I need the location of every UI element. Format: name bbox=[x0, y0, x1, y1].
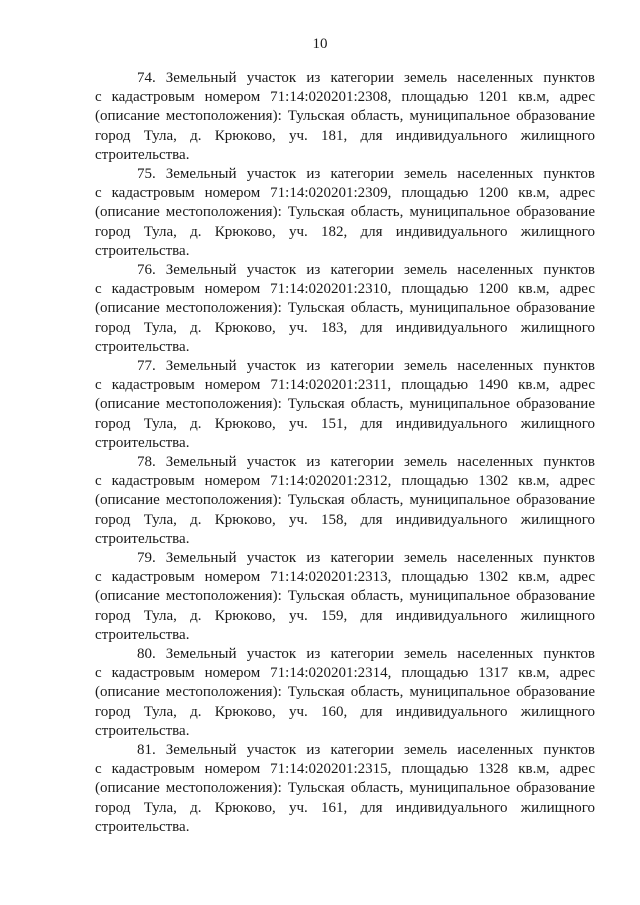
page-number: 10 bbox=[312, 36, 328, 52]
land-plot-item bbox=[95, 357, 595, 453]
item-line-4: город Тула, д. Крюково, уч. 159, для индивидуального жилищного bbox=[95, 607, 595, 624]
item-line-1 bbox=[95, 453, 595, 472]
item-line-1 bbox=[95, 741, 595, 760]
item-line-2: с кадастровым номером 71:14:020201:2312, площадью 1302 кв.м, адрес bbox=[95, 473, 595, 490]
item-line-4: город Тула, д. Крюково, уч. 161, для индивидуального жилищного bbox=[95, 799, 595, 816]
item-line-4: город Тула, д. Крюково, уч. 151, для индивидуального жилищного bbox=[95, 415, 595, 432]
item-line-5: строительства. bbox=[95, 434, 190, 451]
item-line-4: город Тула, д. Крюково, уч. 181, для индивидуального жилищного bbox=[95, 127, 595, 144]
land-plot-item bbox=[95, 741, 595, 837]
item-line-2: с кадастровым номером 71:14:020201:2309, площадью 1200 кв.м, адрес bbox=[95, 185, 595, 202]
item-text: Земельный участок из категории земель населенных пунктов bbox=[165, 454, 595, 470]
item-line-5: строительства. bbox=[95, 818, 190, 835]
item-line-1 bbox=[95, 645, 595, 664]
item-text: Земельный участок из категории земель населенных пунктов bbox=[165, 70, 595, 86]
land-plot-list bbox=[95, 69, 595, 837]
item-number: 75. bbox=[137, 166, 156, 182]
item-line-4: город Тула, д. Крюково, уч. 182, для индивидуального жилищного bbox=[95, 223, 595, 240]
item-line-3: (описание местоположения): Тульская область, муниципальное образование bbox=[95, 588, 595, 605]
item-text: Земельный участок из категории земель населенных пунктов bbox=[165, 166, 595, 182]
item-number: 77. bbox=[137, 358, 156, 374]
item-line-4: город Тула, д. Крюково, уч. 160, для индивидуального жилищного bbox=[95, 703, 595, 720]
item-line-2: с кадастровым номером 71:14:020201:2310, площадью 1200 кв.м, адрес bbox=[95, 281, 595, 298]
item-line-4: город Тула, д. Крюково, уч. 158, для индивидуального жилищного bbox=[95, 511, 595, 528]
item-number: 78. bbox=[137, 454, 156, 470]
item-number: 76. bbox=[137, 262, 156, 278]
land-plot-item bbox=[95, 549, 595, 645]
item-line-2: с кадастровым номером 71:14:020201:2314, площадью 1317 кв.м, адрес bbox=[95, 665, 595, 682]
item-text: Земельный участок из категории земель населенных пунктов bbox=[165, 262, 595, 278]
item-line-3: (описание местоположения): Тульская область, муниципальное образование bbox=[95, 108, 595, 125]
item-line-1 bbox=[95, 261, 595, 280]
item-line-2: с кадастровым номером 71:14:020201:2311, площадью 1490 кв.м, адрес bbox=[95, 377, 595, 394]
item-text: Земельный участок из категории земель населенных пунктов bbox=[165, 550, 595, 566]
item-line-3: (описание местоположения): Тульская область, муниципальное образование bbox=[95, 684, 595, 701]
item-number: 74. bbox=[137, 70, 156, 86]
item-line-2: с кадастровым номером 71:14:020201:2315, площадью 1328 кв.м, адрес bbox=[95, 761, 595, 778]
item-text: Земельный участок из категории земель населенных пунктов bbox=[165, 358, 595, 374]
item-number: 79. bbox=[137, 550, 156, 566]
item-line-5: строительства. bbox=[95, 722, 190, 739]
item-line-1 bbox=[95, 357, 595, 376]
item-line-3: (описание местоположения): Тульская область, муниципальное образование bbox=[95, 492, 595, 509]
item-line-1 bbox=[95, 549, 595, 568]
land-plot-item bbox=[95, 69, 595, 165]
item-line-5: строительства. bbox=[95, 338, 190, 355]
item-text: Земельный участок из категории земель иаселенных пунктов bbox=[165, 742, 595, 758]
land-plot-item bbox=[95, 645, 595, 741]
item-line-3: (описание местоположения): Тульская область, муниципальное образование bbox=[95, 780, 595, 797]
item-line-5: строительства. bbox=[95, 626, 190, 643]
item-line-4: город Тула, д. Крюково, уч. 183, для индивидуального жилищного bbox=[95, 319, 595, 336]
item-line-5: строительства. bbox=[95, 242, 190, 259]
item-line-5: строительства. bbox=[95, 530, 190, 547]
item-line-1 bbox=[95, 69, 595, 88]
item-text: Земельный участок из категории земель населенных пунктов bbox=[165, 646, 595, 662]
land-plot-item bbox=[95, 165, 595, 261]
item-line-3: (описание местоположения): Тульская область, муниципальное образование bbox=[95, 204, 595, 221]
land-plot-item bbox=[95, 453, 595, 549]
item-line-3: (описание местоположения): Тульская область, муниципальное образование bbox=[95, 396, 595, 413]
item-line-2: с кадастровым номером 71:14:020201:2308, площадью 1201 кв.м, адрес bbox=[95, 89, 595, 106]
item-line-2: с кадастровым номером 71:14:020201:2313, площадью 1302 кв.м, адрес bbox=[95, 569, 595, 586]
item-number: 80. bbox=[137, 646, 156, 662]
item-line-5: строительства. bbox=[95, 146, 190, 163]
item-line-1 bbox=[95, 165, 595, 184]
land-plot-item bbox=[95, 261, 595, 357]
item-number: 81. bbox=[137, 742, 156, 758]
item-line-3: (описание местоположения): Тульская область, муниципальное образование bbox=[95, 300, 595, 317]
